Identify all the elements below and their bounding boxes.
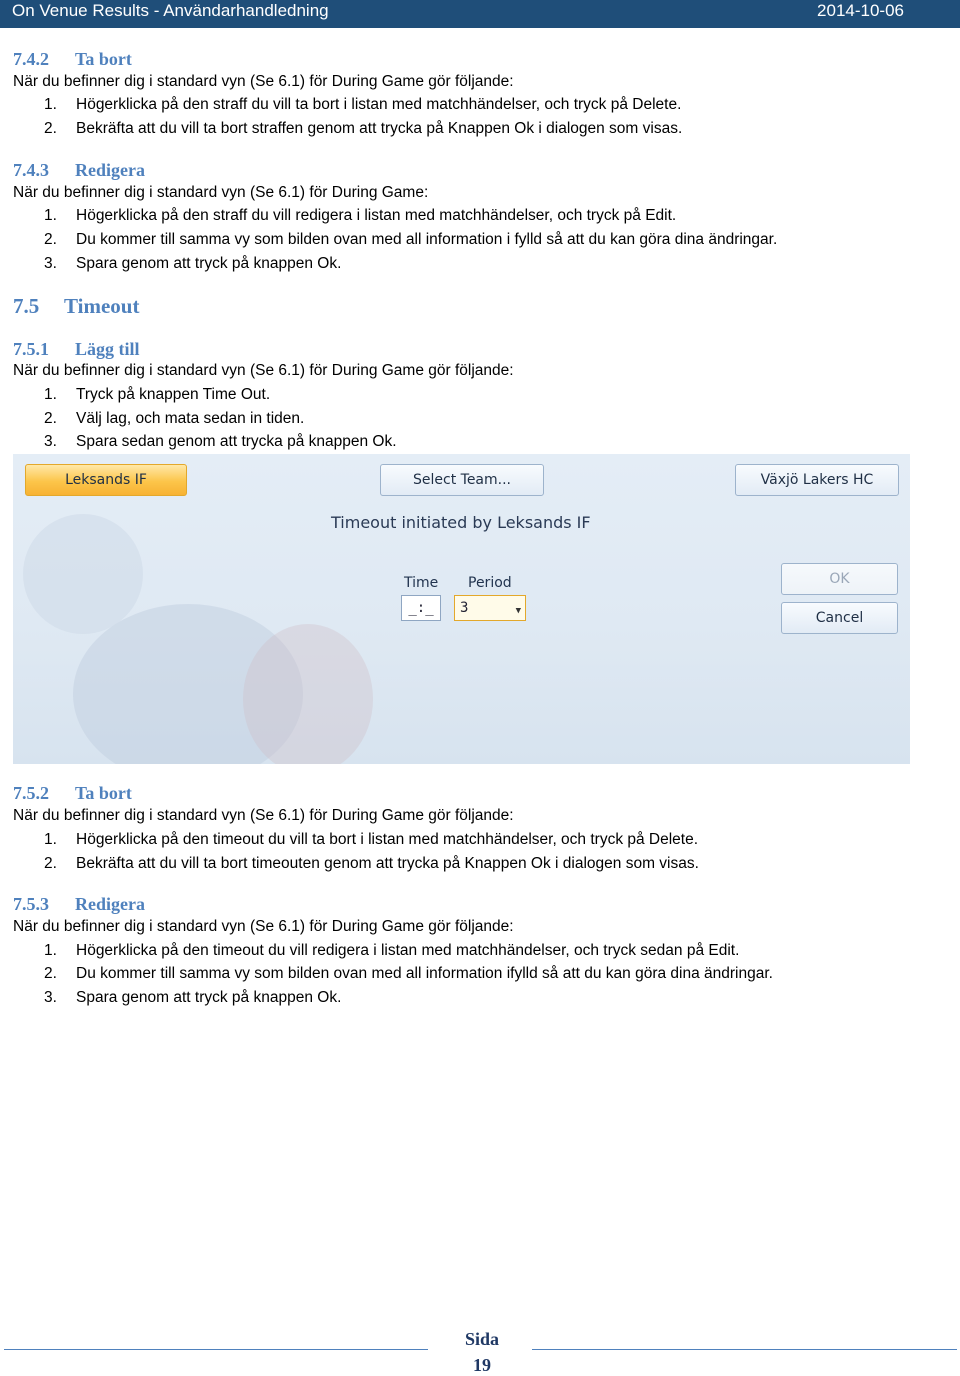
footer-divider-right (532, 1349, 957, 1350)
home-team-button[interactable]: Leksands IF (25, 464, 187, 496)
list-item-text: Tryck på knappen Time Out. (76, 386, 271, 403)
period-select[interactable] (454, 595, 526, 621)
list-item: 3. Spara genom att tryck på knappen Ok. (44, 255, 342, 272)
heading-7-5 (13, 294, 139, 319)
list-item-text: Högerklicka på den straff du vill redigera i listan med matchhändelser, och tryck på Edit. (76, 207, 677, 224)
list-item-text: Spara sedan genom att trycka på knappen Ok. (76, 433, 397, 450)
heading-text: Ta bort (75, 783, 132, 803)
heading-text: Lägg till (75, 339, 140, 359)
select-team-button[interactable]: Select Team... (380, 464, 544, 496)
heading-number: 7.5 (13, 294, 40, 318)
heading-number: 7.5.1 (13, 339, 49, 359)
list-item-text: Välj lag, och mata sedan in tiden. (76, 410, 305, 427)
paragraph-intro: När du befinner dig i standard vyn (Se 6.1) för During Game gör följande: (13, 807, 514, 824)
time-input[interactable]: _:_ (401, 595, 441, 621)
paragraph-intro: När du befinner dig i standard vyn (Se 6.1) för During Game gör följande: (13, 362, 514, 379)
page-header (0, 0, 960, 28)
ok-button[interactable]: OK (781, 563, 898, 595)
cancel-button[interactable]: Cancel (781, 602, 898, 634)
list-item: 1. Tryck på knappen Time Out. (44, 386, 271, 403)
list-item-text: Bekräfta att du vill ta bort timeouten genom att trycka på Knappen Ok i dialogen som visas. (76, 855, 699, 872)
list-item: 3. Spara sedan genom att trycka på knappen Ok. (44, 433, 397, 450)
list-item: 1. Högerklicka på den timeout du vill redigera i listan med matchhändelser, och tryck sedan på Edit. (44, 942, 740, 959)
document-title: On Venue Results - Användarhandledning (12, 1, 329, 20)
time-label: Time (404, 575, 439, 591)
list-item: 1. Högerklicka på den straff du vill redigera i listan med matchhändelser, och tryck på Edit. (44, 207, 677, 224)
dialog-heading: Timeout initiated by Leksands IF (331, 513, 591, 532)
background-photo-shape (243, 624, 373, 764)
list-item: 2. Välj lag, och mata sedan in tiden. (44, 410, 305, 427)
heading-number: 7.4.2 (13, 49, 49, 69)
paragraph-intro: När du befinner dig i standard vyn (Se 6.1) för During Game: (13, 184, 429, 201)
list-item: 2. Du kommer till samma vy som bilden ovan med all information i fylld så att du kan göra dina ändringar. (44, 231, 778, 248)
heading-7-5-1 (13, 339, 140, 360)
footer-divider-left (4, 1349, 428, 1350)
heading-number: 7.5.2 (13, 783, 49, 803)
list-item-text: Spara genom att tryck på knappen Ok. (76, 989, 342, 1006)
heading-text: Redigera (75, 160, 145, 180)
heading-text: Ta bort (75, 49, 132, 69)
heading-number: 7.4.3 (13, 160, 49, 180)
list-item-text: Högerklicka på den timeout du vill redigera i listan med matchhändelser, och tryck sedan på Edit. (76, 942, 740, 959)
page-label: Sida (464, 1329, 500, 1349)
list-item-text: Bekräfta att du vill ta bort straffen genom att trycka på Knappen Ok i dialogen som visas. (76, 120, 683, 137)
heading-7-4-2 (13, 49, 132, 70)
chevron-down-icon: ▼ (515, 606, 521, 616)
list-item-text: Du kommer till samma vy som bilden ovan med all information i fylld så att du kan göra dina ändringar. (76, 231, 778, 248)
heading-text: Timeout (64, 294, 140, 318)
background-photo-shape (23, 514, 143, 634)
list-item-text: Högerklicka på den timeout du vill ta bort i listan med matchhändelser, och tryck på Delete. (76, 831, 699, 848)
period-value: 3 (460, 600, 469, 616)
list-item-text: Högerklicka på den straff du vill ta bort i listan med matchhändelser, och tryck på Delete. (76, 96, 682, 113)
away-team-button[interactable]: Växjö Lakers HC (735, 464, 899, 496)
period-label: Period (468, 575, 512, 591)
timeout-dialog-screenshot (13, 454, 910, 764)
page-number: 19 (473, 1355, 491, 1375)
list-item-text: Spara genom att tryck på knappen Ok. (76, 255, 342, 272)
list-item: 2. Bekräfta att du vill ta bort straffen genom att trycka på Knappen Ok i dialogen som visas. (44, 120, 683, 137)
list-item-text: Du kommer till samma vy som bilden ovan med all information ifylld så att du kan göra dina ändringar. (76, 965, 773, 982)
paragraph-intro: När du befinner dig i standard vyn (Se 6.1) för During Game gör följande: (13, 73, 514, 90)
heading-text: Redigera (75, 894, 145, 914)
heading-7-5-2 (13, 783, 132, 804)
paragraph-intro: När du befinner dig i standard vyn (Se 6.1) för During Game gör följande: (13, 918, 514, 935)
heading-7-5-3 (13, 894, 145, 915)
document-date: 2014-10-06 (817, 1, 904, 20)
list-item: 3. Spara genom att tryck på knappen Ok. (44, 989, 342, 1006)
heading-number: 7.5.3 (13, 894, 49, 914)
list-item: 2. Bekräfta att du vill ta bort timeouten genom att trycka på Knappen Ok i dialogen som visas. (44, 855, 699, 872)
list-item: 2. Du kommer till samma vy som bilden ovan med all information ifylld så att du kan göra dina ändringar. (44, 965, 773, 982)
list-item: 1. Högerklicka på den timeout du vill ta bort i listan med matchhändelser, och tryck på Delete. (44, 831, 699, 848)
heading-7-4-3 (13, 160, 145, 181)
list-item: 1. Högerklicka på den straff du vill ta bort i listan med matchhändelser, och tryck på Delete. (44, 96, 682, 113)
